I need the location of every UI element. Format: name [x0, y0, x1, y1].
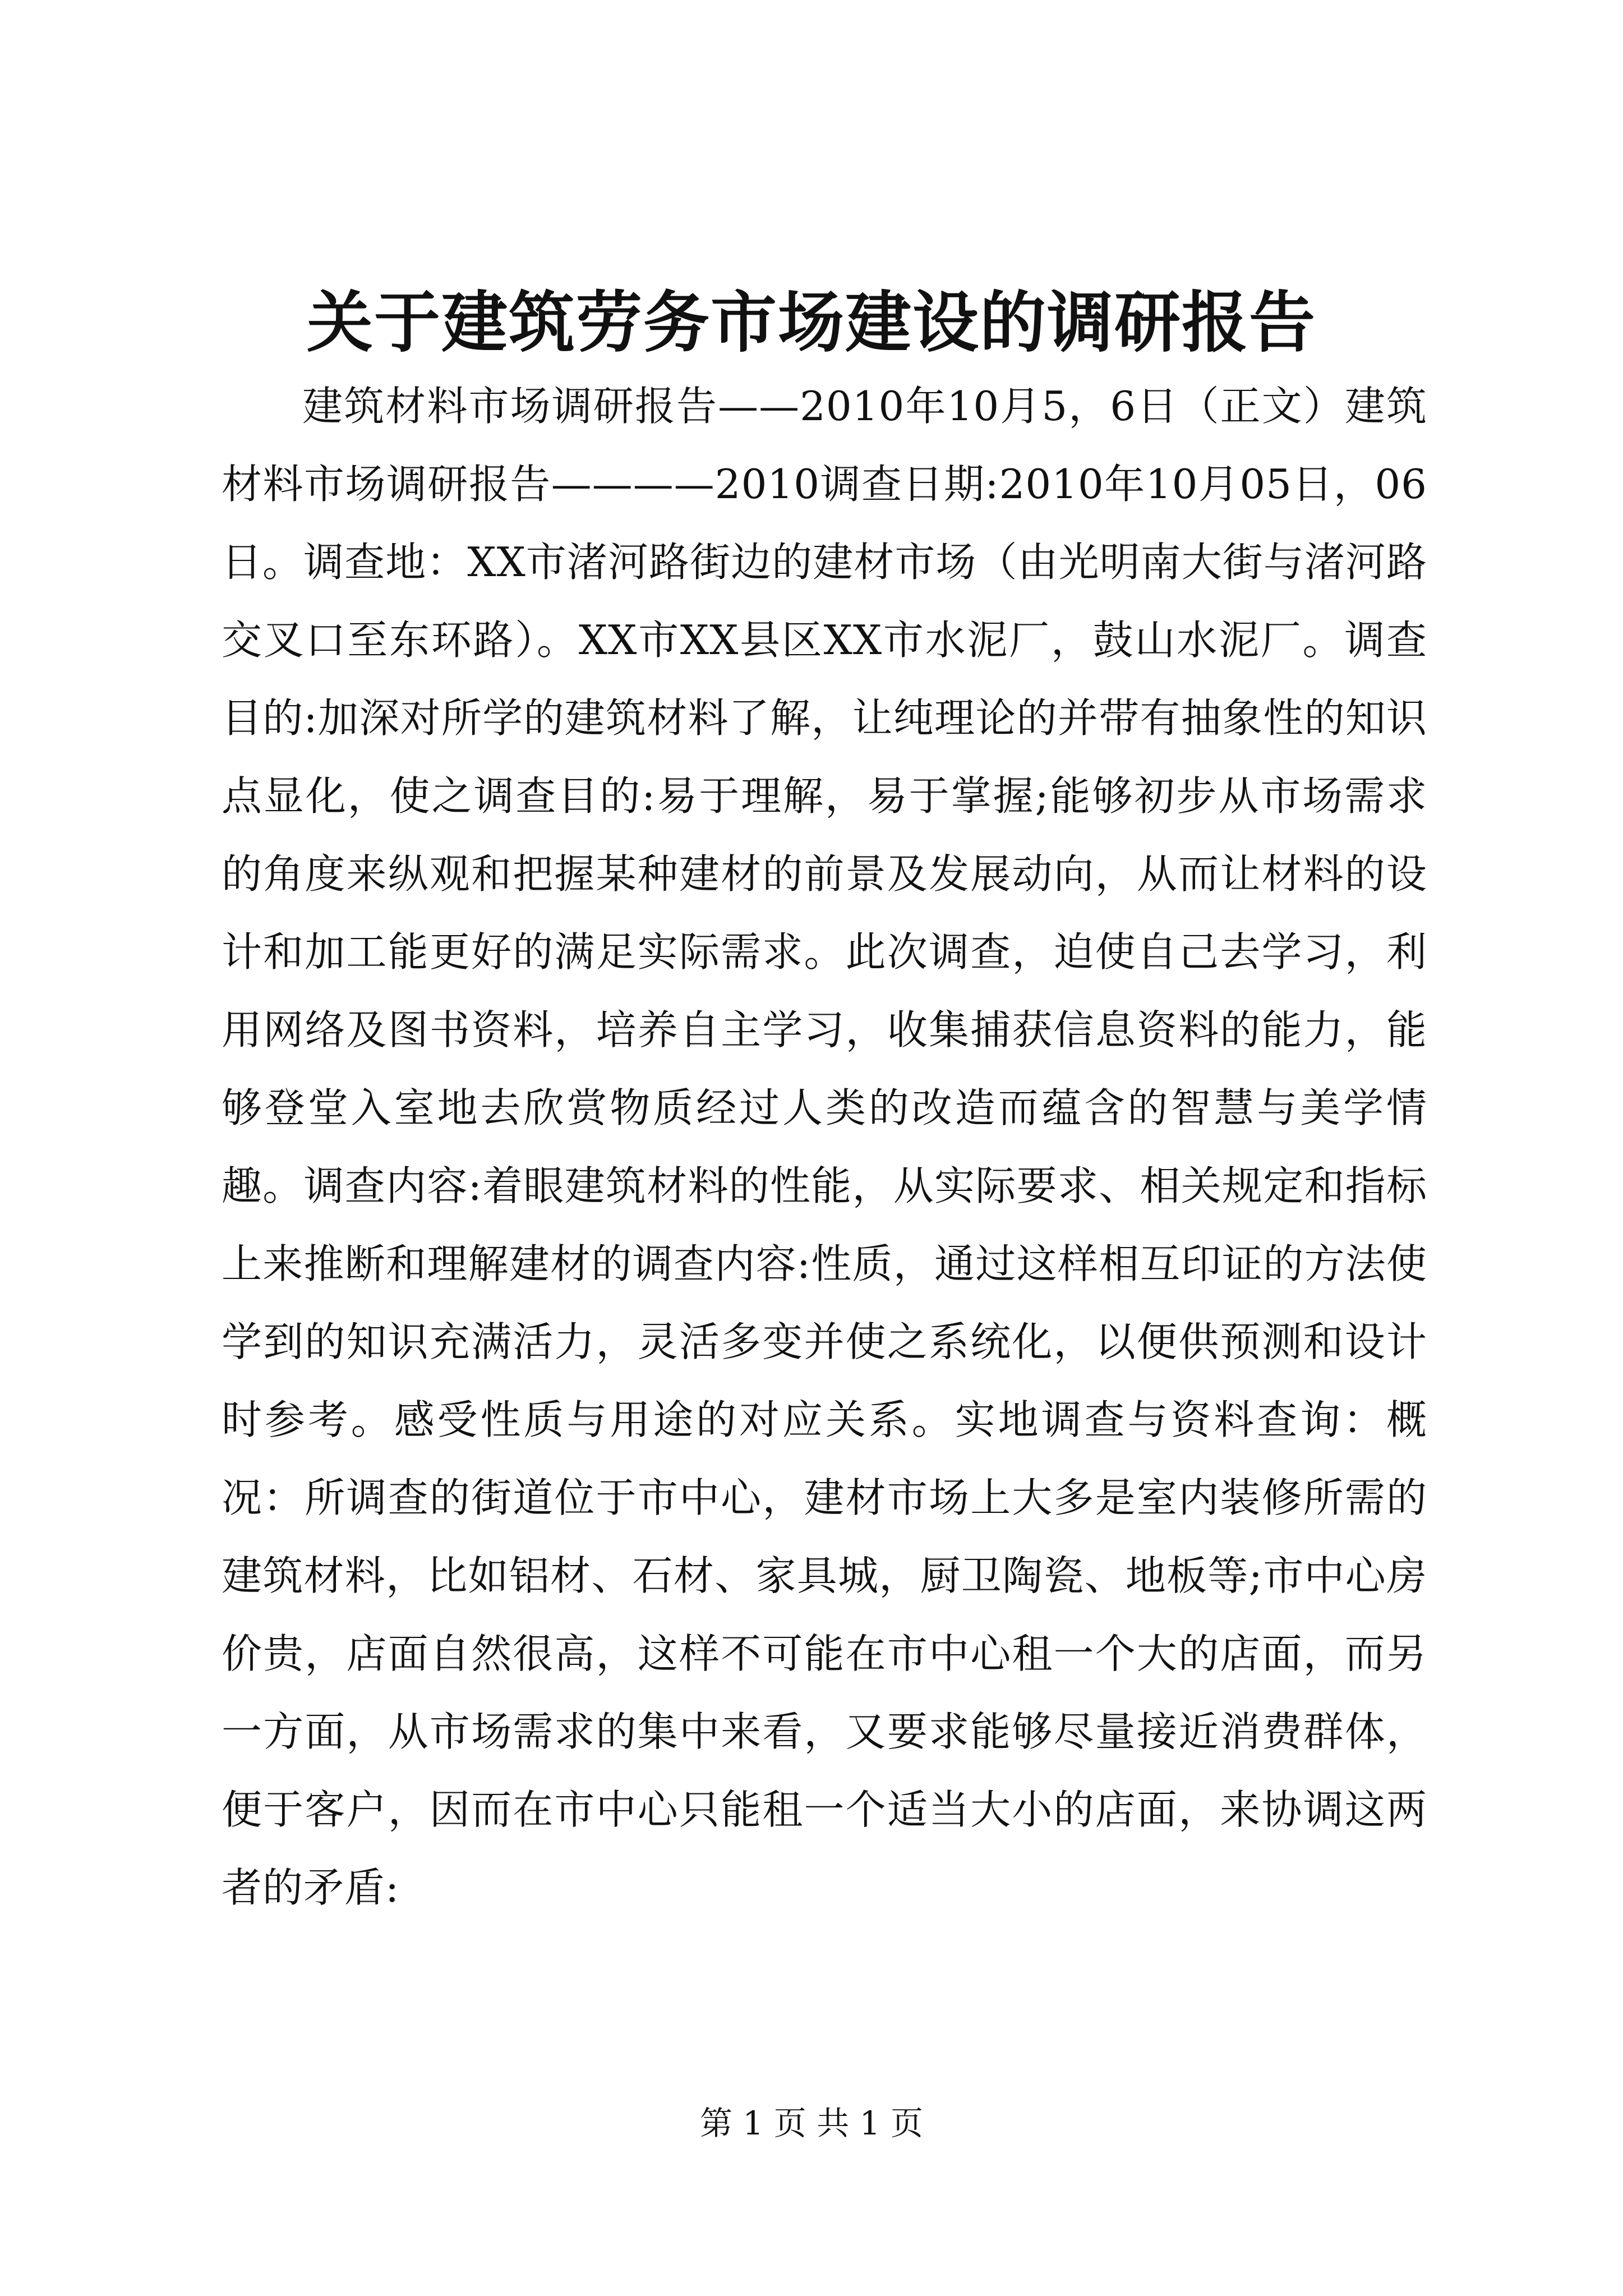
page-number-footer: 第 1 页 共 1 页 — [700, 2104, 923, 2142]
document-title: 关于建筑劳务市场建设的调研报告 — [306, 283, 1316, 361]
document-body-paragraph: 建筑材料市场调研报告——2010年10月5，6日（正文）建筑材料市场调研报告————2010调查日期:2010年10月05日，06日。调查地：XX市渚河路街边的建材市场（由光明南大街与渚河路交叉口至东环路）。XX市XX县区XX市水泥厂，鼓山水泥厂。调查目的:加深对所学的建筑材料了解，让纯理论的并带有抽象性的知识点显化，使之调查目的:易于理解，易于掌握;能够初步从市场需求的角度来纵观和把握某种建材的前景及发展动向，从而让材料的设计和加工能更好的满足实际需求。此次调查，迫使自己去学习，利用网络及图书资料，培养自主学习，收集捕获信息资料的能力，能够登堂入室地去欣赏物质经过人类的改造而蕴含的智慧与美学情趣。调查内容:着眼建筑材料的性能，从实际要求、相关规定和指标上来推断和理解建材的调查内容:性质，通过这样相互印证的方法使学到的知识充满活力，灵活多变并使之系统化，以便供预测和设计时参考。感受性质与用途的对应关系。实地调查与资料查询：概况：所调查的街道位于市中心，建材市场上大多是室内装修所需的建筑材料，比如铝材、石材、家具城，厨卫陶瓷、地板等;市中心房价贵，店面自然很高，这样不可能在市中心租一个大的店面，而另一方面，从市场需求的集中来看，又要求能够尽量接近消费群体，便于客户，因而在市中心只能租一个适当大小的店面，来协调这两者的矛盾: — [222, 383, 1427, 1911]
